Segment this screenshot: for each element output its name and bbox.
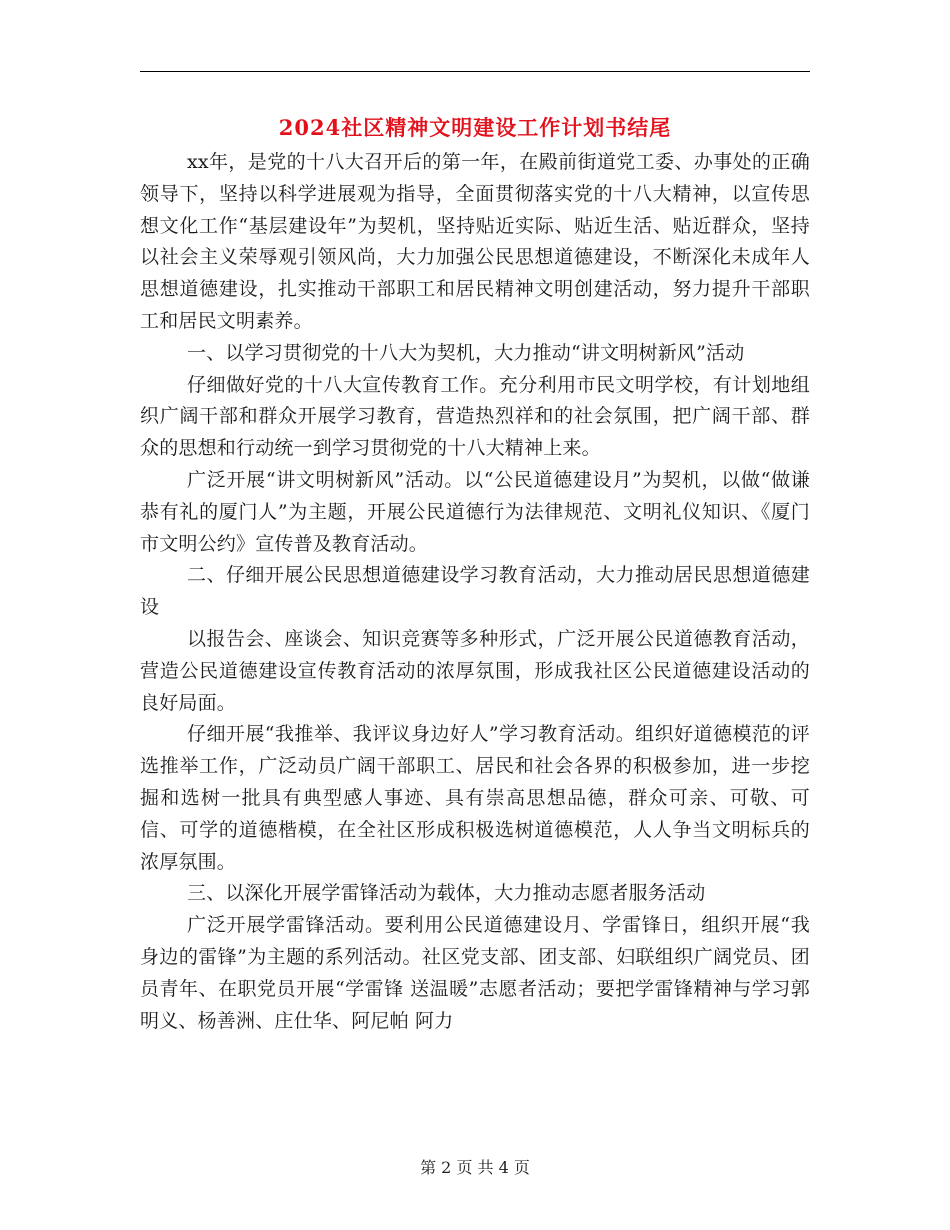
- section-heading-1: 一、以学习贯彻党的十八大为契机，大力推动“讲文明树新风”活动: [187, 341, 745, 364]
- header-rule: [140, 71, 810, 72]
- paragraph-intro: xx年，是党的十八大召开后的第一年，在殿前街道党工委、办事处的正确领导下，坚持以科学进展观为指导，全面贯彻落实党的十八大精神，以宣传思想文化工作“基层建设年”为契机，坚持贴近实际、贴近生活、贴近群众，坚持以社会主义荣辱观引领风尚，大力加强公民思想道德建设，不断深化未成年人思想道德建设，扎实推动干部职工和居民精神文明创建活动，努力提升干部职工和居民文明素养。: [140, 151, 810, 332]
- document-title: 2024社区精神文明建设工作计划书结尾: [278, 115, 672, 140]
- paragraph: 广泛开展学雷锋活动。要利用公民道德建设月、学雷锋日，组织开展“我身边的雷锋”为主题的系列活动。社区党支部、团支部、妇联组织广阔党员、团员青年、在职党员开展“学雷锋 送温暖”志愿者活动；要把学雷锋精神与学习郭明义、杨善洲、庄仕华、阿尼帕 阿力: [140, 914, 810, 1032]
- document-body: [140, 147, 810, 1037]
- paragraph: 仔细开展“我推举、我评议身边好人”学习教育活动。组织好道德模范的评选推举工作，广泛动员广阔干部职工、居民和社会各界的积极参加，进一步挖掘和选树一批具有典型感人事迹、具有崇高思想品德，群众可亲、可敬、可信、可学的道德楷模，在全社区形成积极选树道德模范，人人争当文明标兵的浓厚氛围。: [140, 723, 810, 873]
- page-number: 第 2 页 共 4 页: [420, 1158, 530, 1177]
- section-heading-3: 三、以深化开展学雷锋活动为载体，大力推动志愿者服务活动: [187, 882, 706, 905]
- paragraph: 以报告会、座谈会、知识竞赛等多种形式，广泛开展公民道德教育活动，营造公民道德建设宣传教育活动的浓厚氛围，形成我社区公民道德建设活动的良好局面。: [140, 627, 810, 714]
- paragraph: 仔细做好党的十八大宣传教育工作。充分利用市民文明学校，有计划地组织广阔干部和群众开展学习教育，营造热烈祥和的社会氛围，把广阔干部、群众的思想和行动统一到学习贯彻党的十八大精神上来。: [140, 373, 810, 460]
- section-heading-2: 二、仔细开展公民思想道德建设学习教育活动，大力推动居民思想道德建设: [140, 564, 810, 619]
- paragraph: 广泛开展“讲文明树新风”活动。以“公民道德建设月”为契机，以做“做谦恭有礼的厦门人”为主题，开展公民道德行为法律规范、文明礼仪知识、《厦门市文明公约》宣传普及教育活动。: [140, 468, 810, 555]
